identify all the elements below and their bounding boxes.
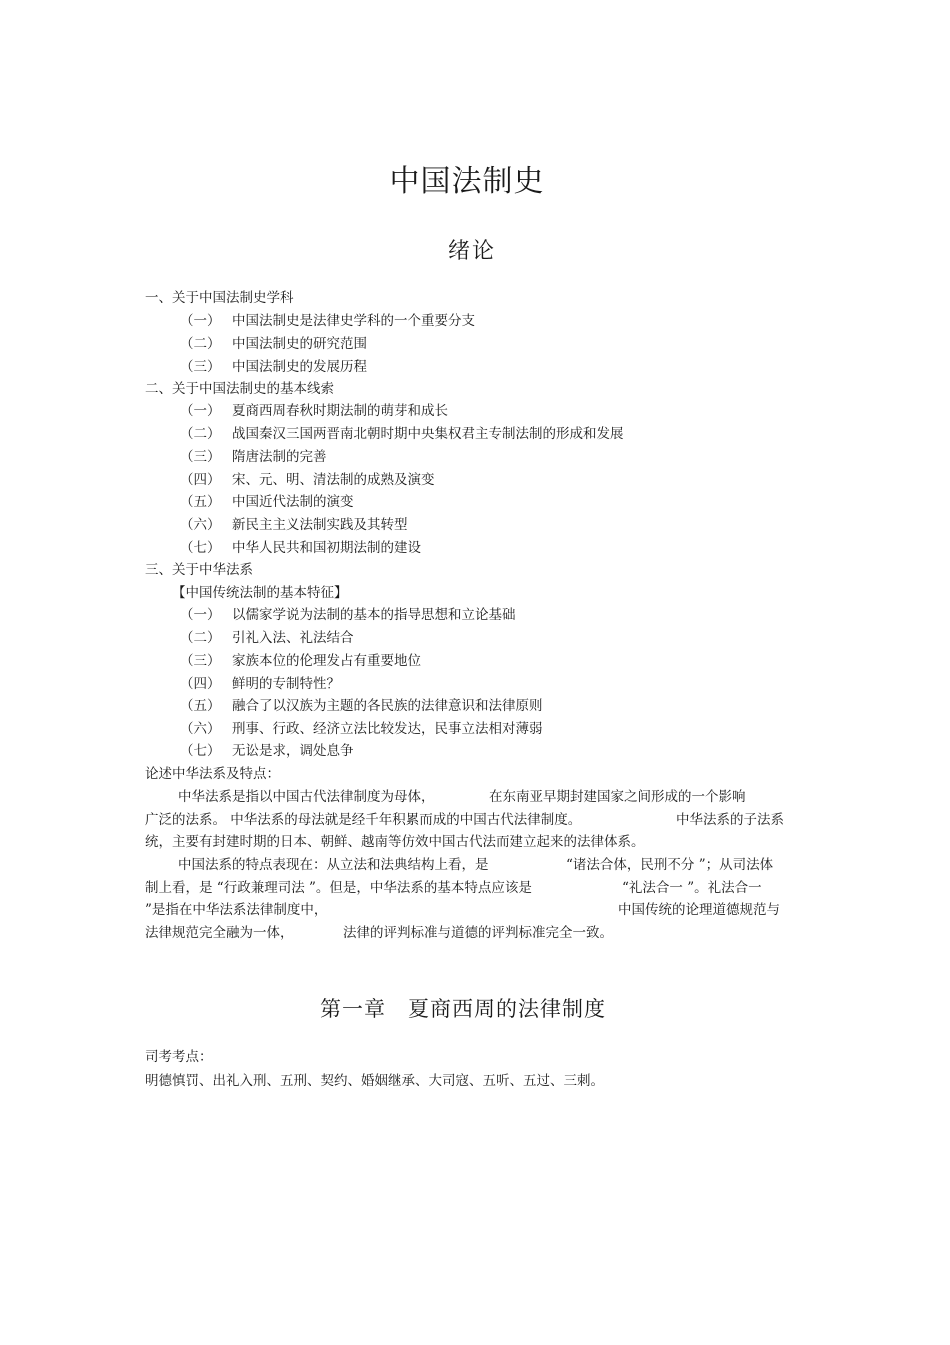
list-item-text: 融合了以汉族为主题的各民族的法律意识和法律原则 (232, 698, 543, 714)
list-item-number: （四） (180, 676, 221, 692)
essay-text: 中国传统的论理道德规范与 (618, 902, 780, 918)
list-item-number: （二） (180, 630, 221, 646)
essay-text: “诸法合体，民刑不分 ”；从司法体 (566, 857, 774, 873)
essay-text: “礼法合一 ”。礼法合一 (622, 880, 762, 896)
list-item (180, 676, 340, 692)
list-item-number: （七） (180, 540, 221, 556)
essay-text: 法律的评判标准与道德的评判标准完全一致。 (343, 925, 613, 941)
essay-text: 制上看，是 “行政兼理司法 ”。但是，中华法系的基本特点应该是 (145, 880, 532, 896)
essay-text: ”是指在中华法系法律制度中， (145, 902, 328, 918)
list-item (180, 472, 435, 488)
list-item (180, 426, 624, 442)
list-item-number: （三） (180, 359, 221, 375)
list-item (180, 630, 354, 646)
essay-text: 法律规范完全融为一体， (145, 925, 294, 941)
list-item-number: （一） (180, 403, 221, 419)
list-item-text: 中国法制史的研究范围 (232, 336, 367, 352)
list-item-number: （二） (180, 336, 221, 352)
chapter-title: 第一章 夏商西周的法律制度 (320, 997, 606, 1021)
list-item (180, 336, 367, 352)
list-item-text: 引礼入法、礼法结合 (232, 630, 354, 646)
list-item (180, 313, 475, 329)
list-item-number: （七） (180, 743, 221, 759)
list-item-text: 家族本位的伦理发占有重要地位 (232, 653, 421, 669)
list-item-number: （五） (180, 494, 221, 510)
list-item (180, 721, 543, 737)
list-item-number: （一） (180, 313, 221, 329)
list-item-text: 宋、元、明、清法制的成熟及演变 (232, 472, 435, 488)
section-subheading: 【中国传统法制的基本特征】 (172, 585, 348, 601)
list-item-text: 夏商西周春秋时期法制的萌芽和成长 (232, 403, 448, 419)
list-item-text: 鲜明的专制特性？ (232, 676, 340, 692)
list-item-number: （二） (180, 426, 221, 442)
list-item-text: 中华人民共和国初期法制的建设 (232, 540, 421, 556)
list-item (180, 494, 354, 510)
list-item-text: 无讼是求，调处息争 (232, 743, 354, 759)
section-heading: 二、关于中国法制史的基本线索 (145, 381, 334, 397)
essay-text: 中国法系的特点表现在：从立法和法典结构上看，是 (178, 857, 489, 873)
list-item-number: （六） (180, 517, 221, 533)
essay-text: 广泛的法系。 中华法系的母法就是经千年积累而成的中国古代法律制度。 (145, 812, 582, 828)
list-item-text: 隋唐法制的完善 (232, 449, 327, 465)
exam-points: 明德慎罚、出礼入刑、五刑、契约、婚姻继承、大司寇、五听、五过、三刺。 (145, 1073, 604, 1089)
list-item (180, 359, 367, 375)
list-item-number: （六） (180, 721, 221, 737)
section-heading: 三、关于中华法系 (145, 562, 253, 578)
list-item-text: 新民主主义法制实践及其转型 (232, 517, 408, 533)
list-item-number: （一） (180, 607, 221, 623)
essay-text: 中华法系的子法系 (676, 812, 784, 828)
list-item (180, 403, 448, 419)
list-item-text: 中国近代法制的演变 (232, 494, 354, 510)
exam-points-label: 司考考点： (145, 1049, 213, 1065)
list-item-number: （四） (180, 472, 221, 488)
list-item (180, 449, 327, 465)
list-item (180, 653, 421, 669)
list-item-text: 战国秦汉三国两晋南北朝时期中央集权君主专制法制的形成和发展 (232, 426, 624, 442)
essay-text: 中华法系是指以中国古代法律制度为母体， (178, 789, 435, 805)
list-item-text: 刑事、行政、经济立法比较发达，民事立法相对薄弱 (232, 721, 543, 737)
list-item-text: 中国法制史是法律史学科的一个重要分支 (232, 313, 475, 329)
list-item (180, 698, 543, 714)
list-item (180, 743, 354, 759)
page-title: 中国法制史 (389, 164, 545, 199)
essay-text: 在东南亚早期封建国家之间形成的一个影响 (489, 789, 746, 805)
list-item (180, 540, 421, 556)
page-subtitle: 绪论 (447, 239, 496, 264)
essay-heading: 论述中华法系及特点： (145, 766, 280, 782)
list-item-number: （三） (180, 653, 221, 669)
list-item-text: 以儒家学说为法制的基本的指导思想和立论基础 (232, 607, 516, 623)
section-heading: 一、关于中国法制史学科 (145, 290, 294, 306)
list-item-number: （五） (180, 698, 221, 714)
essay-text: 统，主要有封建时期的日本、朝鲜、越南等仿效中国古代法而建立起来的法律体系。 (145, 834, 645, 850)
list-item-text: 中国法制史的发展历程 (232, 359, 367, 375)
list-item-number: （三） (180, 449, 221, 465)
list-item (180, 607, 516, 623)
list-item (180, 517, 408, 533)
